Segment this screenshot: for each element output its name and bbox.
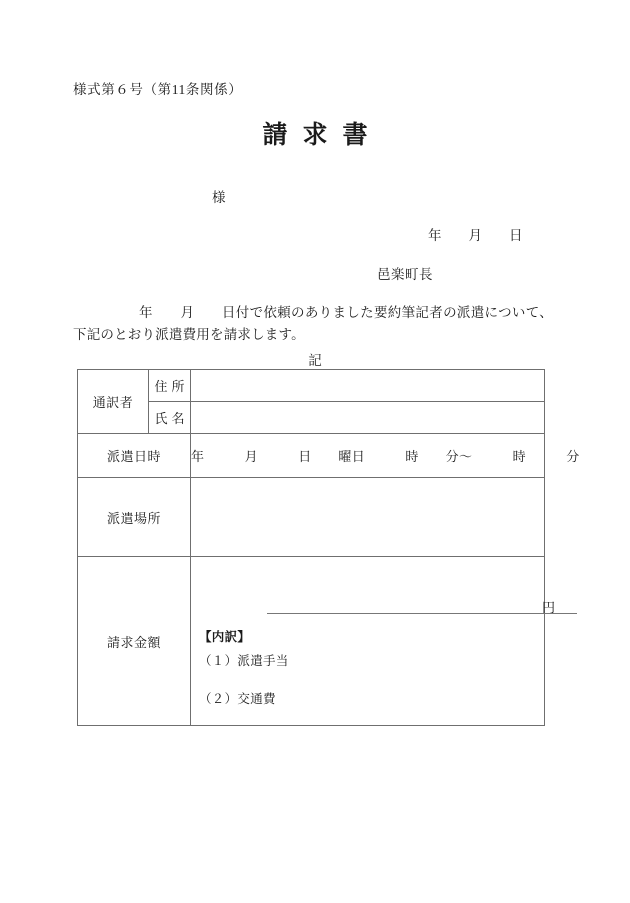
breakdown-spacer	[199, 673, 289, 687]
billing-amount-label: 請求金額	[78, 557, 191, 726]
breakdown-item-transportation[interactable]: （２）交通費	[199, 692, 276, 706]
issuer-name: 邑楽町長	[377, 267, 433, 282]
body-paragraph: 年 月 日付で依頼のありました要約筆記者の派遣について、下記のとおり派遣費用を請求します。	[73, 305, 553, 342]
ki-mark: 記	[308, 353, 322, 368]
billing-amount-input[interactable]	[267, 597, 577, 614]
interpreter-address-field[interactable]	[191, 370, 545, 402]
page-title: 請求書	[262, 122, 383, 149]
table-row	[78, 434, 545, 478]
form-number: 様式第６号（第11条関係）	[73, 82, 243, 97]
issue-date-line: 年 月 日	[428, 228, 523, 243]
billing-amount-cell	[191, 557, 555, 726]
interpreter-name-field[interactable]	[191, 402, 545, 434]
currency-unit: 円	[541, 600, 555, 615]
request-form-table	[77, 369, 580, 726]
dispatch-datetime-label: 派遣日時	[78, 434, 191, 478]
table-row	[78, 478, 545, 557]
dispatch-datetime-field[interactable]: 年 月 日 曜日 時 分～ 時 分	[191, 434, 545, 478]
table-row	[78, 370, 545, 402]
dispatch-place-field[interactable]	[191, 478, 545, 557]
addressee-honorific: 様	[212, 190, 226, 205]
interpreter-name-label: 氏名	[149, 402, 191, 434]
table-row	[78, 557, 545, 726]
breakdown-title: 【内訳】	[199, 630, 251, 644]
billing-breakdown	[199, 625, 289, 711]
breakdown-item-dispatch-allowance[interactable]: （１）派遣手当	[199, 654, 289, 668]
table-row	[78, 402, 545, 434]
interpreter-label: 通訳者	[78, 370, 149, 434]
interpreter-address-label: 住所	[149, 370, 191, 402]
dispatch-place-label: 派遣場所	[78, 478, 191, 557]
